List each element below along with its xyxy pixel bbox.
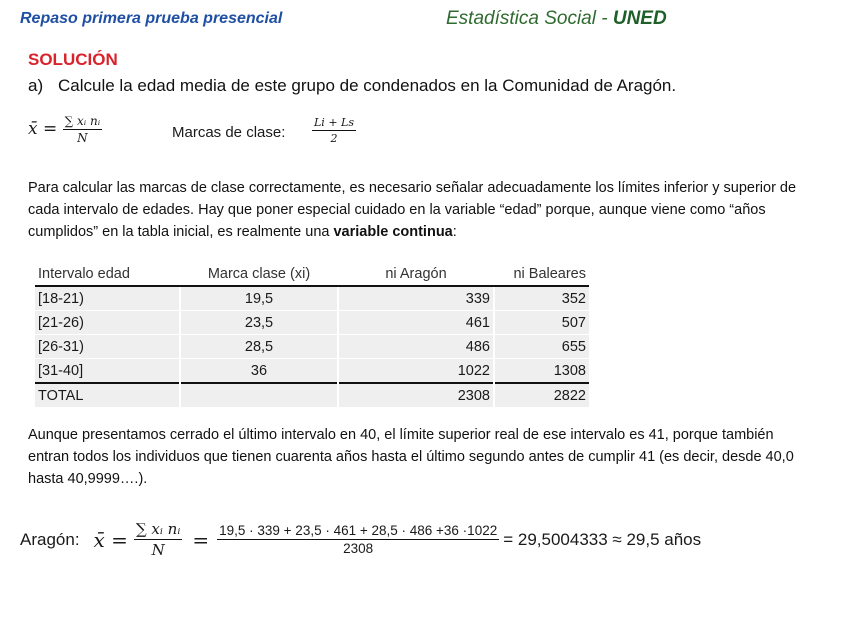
result-formula xyxy=(20,520,701,559)
table-cell: 507 xyxy=(494,311,589,335)
result-mean-fraction xyxy=(134,520,182,559)
mean-formula-lhs: x̄ = xyxy=(28,119,58,139)
result-mean-numerator: ∑ xᵢ nᵢ xyxy=(135,520,181,538)
table-cell: 339 xyxy=(338,286,494,311)
question-letter: a) xyxy=(28,76,44,95)
question-text: Calcule la edad media de este grupo de condenados en la Comunidad de Aragón. xyxy=(58,76,677,95)
table-row xyxy=(35,311,589,335)
note-paragraph: Aunque presentamos cerrado el último intervalo en 40, el límite superior real de ese intervalo es 41, porque también entran todos los individuos que tienen cuarenta años hasta el último segundo antes de cumplir 41 (es decir, desde 40,0 hasta 40,9999….). xyxy=(28,427,794,487)
mean-formula-fraction xyxy=(63,114,103,145)
table-cell: 352 xyxy=(494,286,589,311)
explanation-tail: : xyxy=(452,224,457,240)
table-cell: 19,5 xyxy=(180,286,338,311)
table-row xyxy=(35,359,589,384)
mean-formula-numerator: ∑ xᵢ nᵢ xyxy=(64,114,101,128)
result-calc-numerator: 19,5 · 339 + 23,5 · 461 + 28,5 · 486 +36 ·1022 xyxy=(219,523,498,538)
result-lhs: x̄ = xyxy=(93,527,128,552)
marcas-label: Marcas de clase: xyxy=(172,124,286,141)
table-cell: [18-21) xyxy=(35,286,180,311)
explanation-bold: variable continua xyxy=(333,224,453,240)
question-a xyxy=(28,76,676,96)
table-cell: [26-31) xyxy=(35,335,180,359)
table-header: ni Aragón xyxy=(338,262,494,286)
table-cell: 36 xyxy=(180,359,338,384)
table-cell: 655 xyxy=(494,335,589,359)
table-header: Marca clase (xi) xyxy=(180,262,338,286)
table-header: Intervalo edad xyxy=(35,262,180,286)
table-cell xyxy=(180,383,338,407)
table-cell: [31-40] xyxy=(35,359,180,384)
table-total-row xyxy=(35,383,589,407)
result-mean-denominator: N xyxy=(151,541,165,559)
header-right-title xyxy=(446,8,667,30)
mean-formula-denominator: N xyxy=(77,131,88,145)
table-row xyxy=(35,335,589,359)
solution-heading: SOLUCIÓN xyxy=(28,50,118,69)
result-answer: = 29,5004333 ≈ 29,5 años xyxy=(503,529,702,549)
result-calc-fraction xyxy=(217,523,499,556)
table-header-row xyxy=(35,262,589,286)
table-cell: TOTAL xyxy=(35,383,180,407)
table-cell: 486 xyxy=(338,335,494,359)
marcas-denominator: 2 xyxy=(330,132,338,145)
table-cell: 28,5 xyxy=(180,335,338,359)
table-cell: 2308 xyxy=(338,383,494,407)
marcas-numerator: Li + Ls xyxy=(314,116,354,129)
uned-brand: UNED xyxy=(612,8,667,29)
mean-formula xyxy=(28,114,102,145)
table-header: ni Baleares xyxy=(494,262,589,286)
result-equals: = xyxy=(192,527,210,552)
header-left-title: Repaso primera prueba presencial xyxy=(20,10,283,27)
marcas-fraction xyxy=(312,116,356,145)
explanation-text: Para calcular las marcas de clase correctamente, es necesario señalar adecuadamente los límites inferior y superior de cada intervalo de edades. Hay que poner especial cuidado en la variable “edad” porque, aunque viene como “años cumplidos” en la tabla inicial, es realmente una xyxy=(28,180,797,240)
table-cell: 461 xyxy=(338,311,494,335)
result-calc-denominator: 2308 xyxy=(343,541,374,556)
result-label: Aragón: xyxy=(20,529,80,549)
table-cell: 23,5 xyxy=(180,311,338,335)
table-cell: [21-26) xyxy=(35,311,180,335)
table-cell: 1308 xyxy=(494,359,589,384)
explanation-paragraph xyxy=(28,177,818,243)
marcas-formula xyxy=(312,116,356,145)
table-row xyxy=(35,286,589,311)
table-cell: 1022 xyxy=(338,359,494,384)
table-cell: 2822 xyxy=(494,383,589,407)
course-name: Estadística Social - xyxy=(446,8,613,29)
frequency-table xyxy=(35,262,589,407)
